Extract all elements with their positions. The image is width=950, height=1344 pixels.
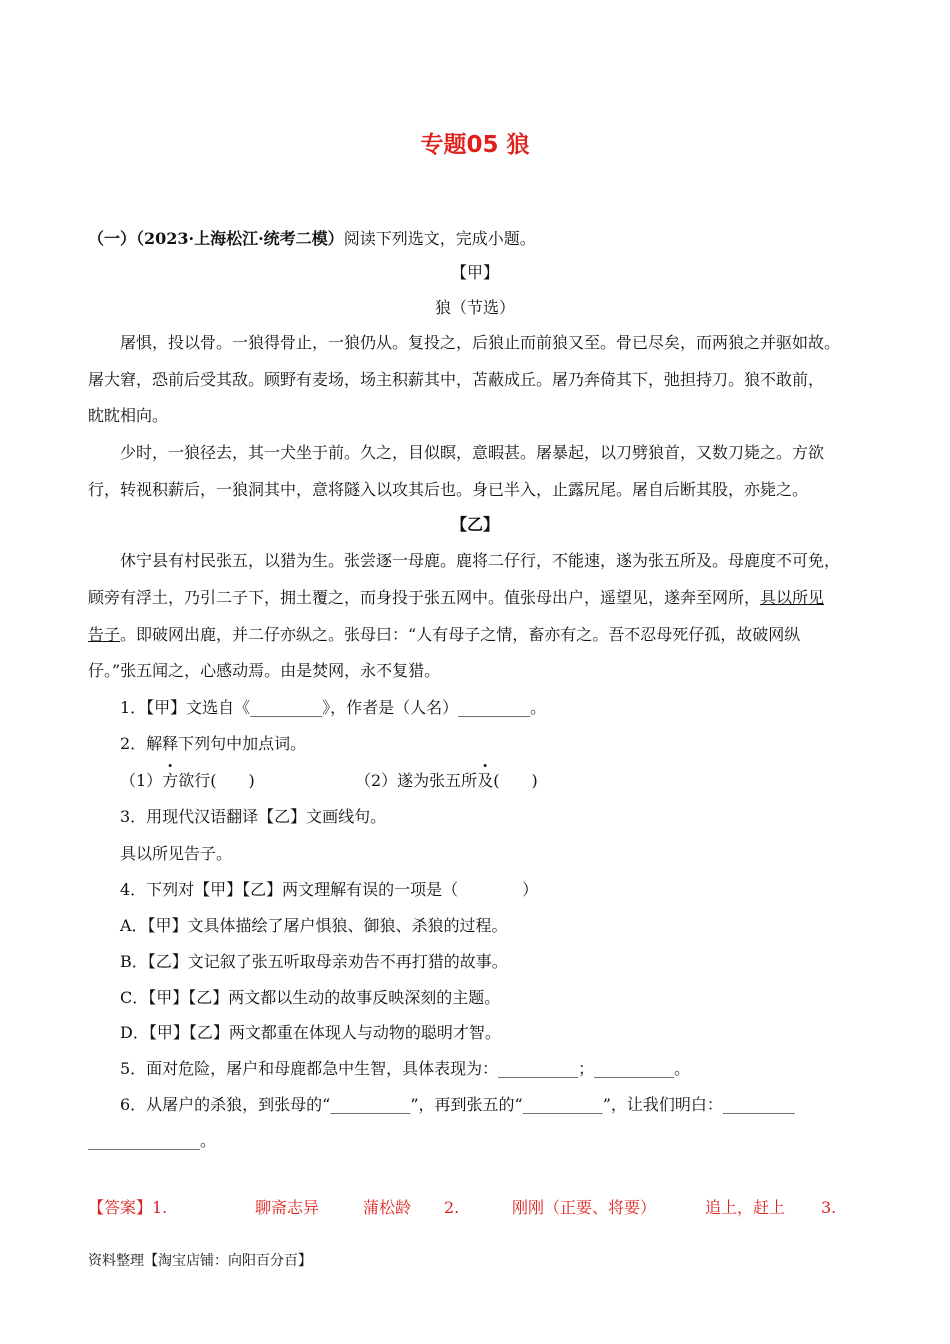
section-instruction: 阅读下列选文，完成小题。 — [343, 229, 536, 248]
question-4: 4．下列对【甲】【乙】两文理解有误的一项是（ ） — [120, 880, 539, 899]
yi-tag: 【乙】 — [450, 515, 499, 534]
yi-line: 仔。”张五闻之，心感动焉。由是焚网，永不复猎。 — [88, 661, 441, 680]
question-3: 3．用现代汉语翻译【乙】文画线句。 — [120, 807, 387, 826]
yi-line: 告子。即破网出鹿，并二仔亦纵之。张母曰：“人有母子之情，畜亦有之。吾不忍母死仔孤，故破网纵 — [88, 625, 801, 644]
option-a: A．【甲】文具体描绘了屠户惧狼、御狼、杀狼的过程。 — [120, 916, 508, 935]
question-6: 6．从屠户的杀狼，到张母的“__________”，再到张五的“__________”，让我们明白：_________ — [120, 1095, 795, 1114]
page-title: 专题05 狼 — [420, 132, 530, 158]
dotted-word: 及 — [477, 771, 494, 790]
answer-2b: 追上，赶上 — [705, 1198, 786, 1217]
underlined-sentence: 具以所见 — [760, 588, 825, 607]
dotted-word: 方 — [162, 771, 179, 790]
question-3-sentence: 具以所见告子。 — [120, 844, 233, 863]
answer-2-num: 2. — [444, 1198, 460, 1217]
jia-subtitle: 狼（节选） — [434, 298, 515, 317]
underlined-sentence: 告子 — [88, 625, 121, 644]
question-2: 2．解释下列句中加点词。 — [120, 734, 307, 753]
option-d: D．【甲】【乙】两文都重在体现人与动物的聪明才智。 — [120, 1023, 501, 1042]
question-1: 1．【甲】文选自《_________》，作者是（人名）_________。 — [120, 698, 547, 717]
jia-tag: 【甲】 — [450, 263, 499, 282]
yi-line: 顾旁有浮土，乃引二子下，拥土覆之，而身投于张五网中。值张母出户，遥望见，遂奔至网所，具以所见 — [88, 588, 825, 607]
option-c: C．【甲】【乙】两文都以生动的故事反映深刻的主题。 — [120, 988, 501, 1007]
answer-3-num: 3. — [821, 1198, 837, 1217]
answer-label: 【答案】1. — [88, 1198, 168, 1217]
jia-line: 屠大窘，恐前后受其敌。顾野有麦场，场主积薪其中，苫蔽成丘。屠乃奔倚其下，弛担持刀。狼不敢前， — [88, 370, 825, 389]
question-2-item-2: （2）遂为张五所及( ) — [355, 771, 538, 790]
question-2-item-1: （1）方欲行( ) — [120, 771, 255, 790]
answer-1a: 聊斋志异 — [255, 1198, 320, 1217]
jia-line: 行，转视积薪后，一狼洞其中，意将隧入以攻其后也。身已半入，止露尻尾。屠自后断其股，亦毙之。 — [88, 480, 809, 499]
answer-line — [88, 1197, 948, 1219]
question-6-continued: ______________。 — [88, 1131, 217, 1150]
section-heading — [88, 228, 536, 250]
yi-line: 休宁县有村民张五，以猎为生。张尝逐一母鹿。鹿将二仔行，不能速，遂为张五所及。母鹿度不可免， — [120, 551, 841, 570]
jia-line: 眈眈相向。 — [88, 406, 169, 425]
jia-line: 少时，一狼径去，其一犬坐于前。久之，目似瞑，意暇甚。屠暴起，以刀劈狼首，又数刀毙之。方欲 — [120, 443, 825, 462]
section-source: （一）（2023·上海松江·统考二模） — [88, 229, 344, 248]
answer-2a: 刚刚（正要、将要） — [512, 1198, 657, 1217]
footer-source: 资料整理【淘宝店铺：向阳百分百】 — [88, 1253, 312, 1269]
question-5: 5．面对危险，屠户和母鹿都急中生智，具体表现为：__________；__________。 — [120, 1059, 691, 1078]
option-b: B．【乙】文记叙了张五听取母亲劝告不再打猎的故事。 — [120, 952, 508, 971]
jia-line: 屠惧，投以骨。一狼得骨止，一狼仍从。复投之，后狼止而前狼又至。骨已尽矣，而两狼之并驱如故。 — [120, 333, 841, 352]
answer-1b: 蒲松龄 — [363, 1198, 412, 1217]
